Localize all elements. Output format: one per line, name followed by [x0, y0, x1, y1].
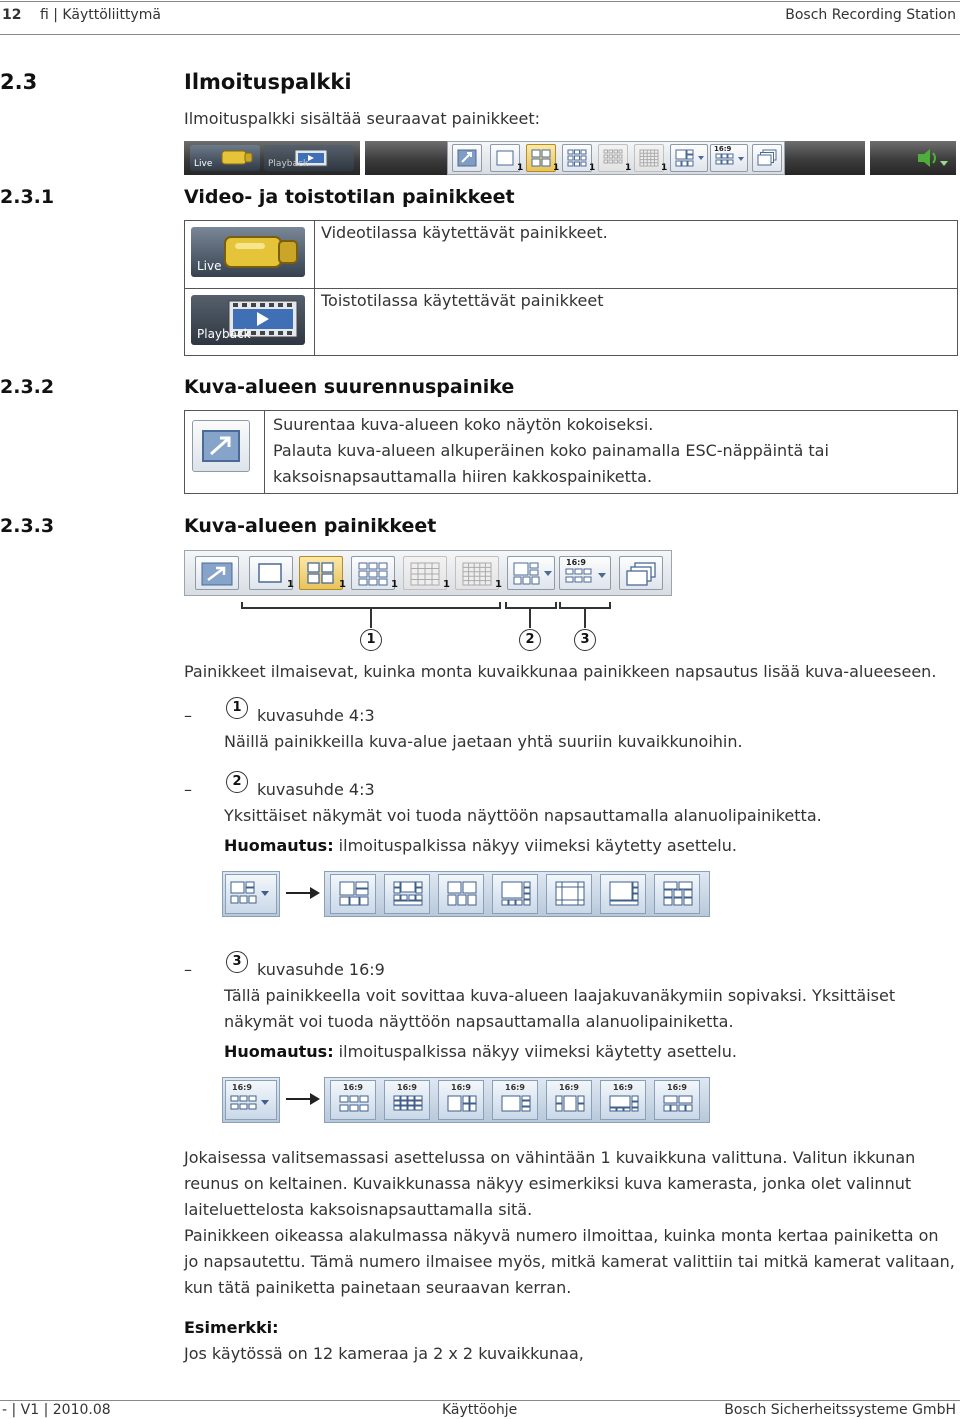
ratio-label: 16:9	[667, 1083, 687, 1092]
grid-4x4-icon	[603, 149, 623, 167]
expand-icon	[201, 429, 241, 463]
item-2-note	[224, 833, 737, 859]
layout-16x9-dropdown-button[interactable]	[710, 144, 748, 172]
footer-rule	[0, 1400, 960, 1401]
toolbar-spacer	[365, 141, 447, 175]
click-count: 1	[517, 163, 524, 173]
mode-buttons-segment	[184, 141, 360, 175]
product-name: Bosch Recording Station	[785, 7, 956, 23]
playback-mode-icon	[191, 295, 305, 345]
maximize-button-large	[192, 420, 250, 472]
ratio-label: 16:9	[397, 1083, 417, 1092]
ratio-label: 16:9	[559, 1083, 579, 1092]
note-label: Huomautus:	[224, 1042, 334, 1061]
playback-icon-label: Playback	[197, 327, 251, 341]
windows-stack-icon	[757, 149, 777, 167]
layout-1x1-button[interactable]	[490, 144, 520, 172]
cascade-windows-button[interactable]	[752, 144, 782, 172]
ratio-label: 16:9	[451, 1083, 471, 1092]
windows-stack-icon	[624, 561, 658, 587]
note-text: ilmoituspalkissa näkyy viimeksi käytetty asettelu.	[333, 1042, 737, 1061]
speaker-icon[interactable]	[916, 147, 950, 169]
list-dash: –	[184, 780, 192, 799]
callout-1: 1	[360, 629, 382, 651]
buttons-description: Painikkeet ilmaisevat, kuinka monta kuvaikkunaa painikkeen napsautus lisää kuva-alueeseen.	[184, 662, 937, 681]
item-3-heading: kuvasuhde 16:9	[257, 960, 385, 979]
footer-company: Bosch Sicherheitssysteme GmbH	[724, 1402, 956, 1418]
callout-2: 2	[519, 629, 541, 651]
ratio-label: 16:9	[613, 1083, 633, 1092]
layout-option[interactable]	[546, 874, 592, 914]
single-view-icon	[495, 149, 515, 167]
layout-option-icon	[393, 1095, 423, 1115]
live-mode-button[interactable]	[190, 145, 260, 171]
layout-option-icon	[501, 1095, 531, 1115]
arrow-right-icon	[284, 1089, 322, 1109]
layout-16x9-dropdown-button[interactable]	[559, 556, 611, 590]
layout-option-icon	[447, 1095, 477, 1115]
maximize-button[interactable]	[452, 144, 482, 172]
paragraph-line: reunus on keltainen. Kuvaikkunassa näkyy esimerkiksi kuva kamerasta, jonka olet valinnut	[184, 1174, 912, 1193]
click-count: 1	[625, 163, 632, 173]
layout-4x3-options	[324, 871, 710, 917]
example-text: Jos käytössä on 12 kameraa ja 2 x 2 kuvaikkunaa,	[184, 1344, 584, 1363]
table-divider	[264, 410, 265, 494]
example-label: Esimerkki:	[184, 1318, 279, 1337]
ratio-label: 16:9	[343, 1083, 363, 1092]
click-count: 1	[391, 579, 398, 590]
list-dash: –	[184, 960, 192, 979]
item-2-heading: kuvasuhde 4:3	[257, 780, 375, 799]
click-count: 1	[495, 579, 502, 590]
layout-option-icon	[447, 881, 477, 907]
callout-3: 3	[574, 629, 596, 651]
camera-icon	[220, 148, 254, 166]
toolbar-spacer	[785, 141, 865, 175]
single-view-icon	[254, 561, 288, 587]
layout-4x3-dropdown-button[interactable]	[225, 874, 277, 914]
layout-option-icon	[555, 1095, 585, 1115]
live-icon-label: Live	[197, 259, 222, 273]
layout-3x3-button[interactable]	[562, 144, 592, 172]
grid-4x4-icon	[408, 561, 442, 587]
header-bottom-rule	[0, 34, 960, 35]
layout-4x3-dropdown-button[interactable]	[507, 556, 555, 590]
widescreen-layout-icon	[715, 153, 745, 171]
layout-option[interactable]	[492, 874, 538, 914]
subsection-title: Video- ja toistotilan painikkeet	[184, 186, 515, 208]
item-1-text: Näillä painikkeilla kuva-alue jaetaan yhtä suuriin kuvaikkunoihin.	[224, 732, 743, 751]
live-mode-description: Videotilassa käytettävät painikkeet.	[321, 223, 608, 242]
layout-option-icon	[501, 881, 531, 907]
item-1-number: 1	[226, 697, 248, 719]
paragraph-line: Painikkeen oikeassa alakulmassa näkyvä numero ilmoittaa, kuinka monta kertaa painiketta on	[184, 1226, 939, 1245]
layout-5x5-button[interactable]	[455, 556, 499, 590]
layout-2x2-button[interactable]	[299, 556, 343, 590]
custom-layout-icon	[512, 561, 554, 587]
layout-option[interactable]	[438, 1080, 484, 1120]
ratio-label: 16:9	[566, 558, 586, 567]
note-text: ilmoituspalkissa näkyy viimeksi käytetty asettelu.	[333, 836, 737, 855]
grid-3x3-icon	[567, 149, 587, 167]
item-3-note	[224, 1039, 737, 1065]
layout-3x3-button[interactable]	[351, 556, 395, 590]
layout-option[interactable]	[330, 1080, 376, 1120]
subsection-number: 2.3.1	[0, 186, 55, 208]
layout-2x2-button[interactable]	[526, 144, 556, 172]
maximize-line-2: Palauta kuva-alueen alkuperäinen koko painamalla ESC-näppäintä tai	[273, 441, 829, 460]
click-count: 1	[661, 163, 668, 173]
footer-doc-type: Käyttöohje	[442, 1402, 518, 1418]
playback-mode-description: Toistotilassa käytettävät painikkeet	[321, 291, 604, 310]
layout-option[interactable]	[330, 874, 376, 914]
page-number: 12	[2, 7, 22, 23]
layout-option[interactable]	[600, 874, 646, 914]
playback-mode-button[interactable]	[264, 145, 354, 171]
subsection-number: 2.3.2	[0, 376, 55, 398]
paragraph-line: jo napsautettu. Tämä numero ilmaisee myös, mitkä kamerat valittiin tai mitkä kamerat valitaan,	[184, 1252, 955, 1271]
custom-layout-icon	[675, 149, 705, 167]
layout-4x3-dropdown-button[interactable]	[670, 144, 708, 172]
audio-segment	[870, 141, 956, 175]
callout-brackets	[184, 596, 672, 656]
click-count: 1	[553, 163, 560, 173]
item-1-heading: kuvasuhde 4:3	[257, 706, 375, 725]
widescreen-layout-icon	[230, 1095, 272, 1117]
subsection-title: Kuva-alueen painikkeet	[184, 515, 437, 537]
layout-option[interactable]	[384, 1080, 430, 1120]
layout-16x9-collapsed	[222, 1077, 280, 1123]
layout-option-icon	[393, 881, 423, 907]
item-3-text-1: Tällä painikkeella voit sovittaa kuva-alueen laajakuvanäkymiin sopivaksi. Yksittäiset	[224, 986, 896, 1005]
live-mode-icon	[191, 227, 305, 277]
breadcrumb: fi | Käyttöliittymä	[40, 7, 161, 23]
click-count: 1	[443, 579, 450, 590]
layout-option[interactable]	[492, 1080, 538, 1120]
arrow-right-icon	[284, 883, 322, 903]
layout-option[interactable]	[546, 1080, 592, 1120]
section-intro: Ilmoituspalkki sisältää seuraavat painikkeet:	[184, 109, 540, 128]
subsection-number: 2.3.3	[0, 515, 55, 537]
layout-option[interactable]	[438, 874, 484, 914]
grid-2x2-icon	[531, 149, 551, 167]
live-label: Live	[194, 159, 213, 169]
paragraph-line: Jokaisessa valitsemassasi asettelussa on vähintään 1 kuvaikkuna valittuna. Valitun ikkunan	[184, 1148, 916, 1167]
click-count: 1	[589, 163, 596, 173]
layout-option[interactable]	[600, 1080, 646, 1120]
footer-version: - | V1 | 2010.08	[2, 1402, 111, 1418]
layout-option-icon	[609, 881, 639, 907]
grid-5x5-icon	[460, 561, 494, 587]
expand-icon	[457, 149, 477, 167]
list-dash: –	[184, 706, 192, 725]
layout-4x3-collapsed	[222, 871, 280, 917]
layout-option[interactable]	[654, 1080, 700, 1120]
layout-option-icon	[663, 1095, 693, 1115]
item-2-number: 2	[226, 771, 248, 793]
maximize-line-1: Suurentaa kuva-alueen koko näytön kokoiseksi.	[273, 415, 654, 434]
grid-2x2-icon	[304, 561, 338, 587]
subsection-title: Kuva-alueen suurennuspainike	[184, 376, 515, 398]
ratio-label: 16:9	[714, 145, 732, 153]
section-number: 2.3	[0, 70, 38, 94]
layout-4x4-button[interactable]	[598, 144, 628, 172]
ratio-label: 16:9	[505, 1083, 525, 1092]
widescreen-layout-icon	[564, 568, 608, 588]
layout-16x9-options	[324, 1077, 710, 1123]
layout-16x9-dropdown-button[interactable]	[225, 1080, 277, 1120]
paragraph-line: kun tätä painiketta painetaan seuraavan kerran.	[184, 1278, 572, 1297]
layout-option-icon	[339, 881, 369, 907]
layout-option-icon	[339, 1095, 369, 1115]
item-3-text-2: näkymät voi tuoda näyttöön napsauttamalla alanuolipainiketta.	[224, 1012, 734, 1031]
note-label: Huomautus:	[224, 836, 334, 855]
layout-option[interactable]	[654, 874, 700, 914]
layout-option[interactable]	[384, 874, 430, 914]
click-count: 1	[287, 579, 294, 590]
layout-option-icon	[609, 1095, 639, 1115]
maximize-line-3: kaksoisnapsauttamalla hiiren kakkospainiketta.	[273, 467, 653, 486]
custom-layout-icon	[230, 881, 270, 909]
ratio-label: 16:9	[232, 1083, 252, 1092]
header-top-rule	[0, 1, 960, 2]
playback-label: Playback	[268, 159, 309, 169]
layout-option-icon	[663, 881, 693, 907]
cascade-windows-button[interactable]	[619, 556, 663, 590]
click-count: 1	[339, 579, 346, 590]
image-area-buttons-detail	[184, 550, 672, 596]
layout-5x5-button[interactable]	[634, 144, 664, 172]
paragraph-line: laiteluettelosta kaksoisnapsauttamalla sitä.	[184, 1200, 533, 1219]
expand-icon	[200, 561, 234, 587]
grid-5x5-icon	[639, 149, 659, 167]
item-3-number: 3	[226, 951, 248, 973]
image-area-buttons-segment	[447, 141, 785, 175]
item-2-text: Yksittäiset näkymät voi tuoda näyttöön napsauttamalla alanuolipainiketta.	[224, 806, 822, 825]
camera-icon	[221, 231, 301, 273]
layout-4x4-button[interactable]	[403, 556, 447, 590]
layout-option-icon	[555, 881, 585, 907]
section-title: Ilmoituspalkki	[184, 70, 352, 94]
grid-3x3-icon	[356, 561, 390, 587]
maximize-button[interactable]	[195, 556, 239, 590]
